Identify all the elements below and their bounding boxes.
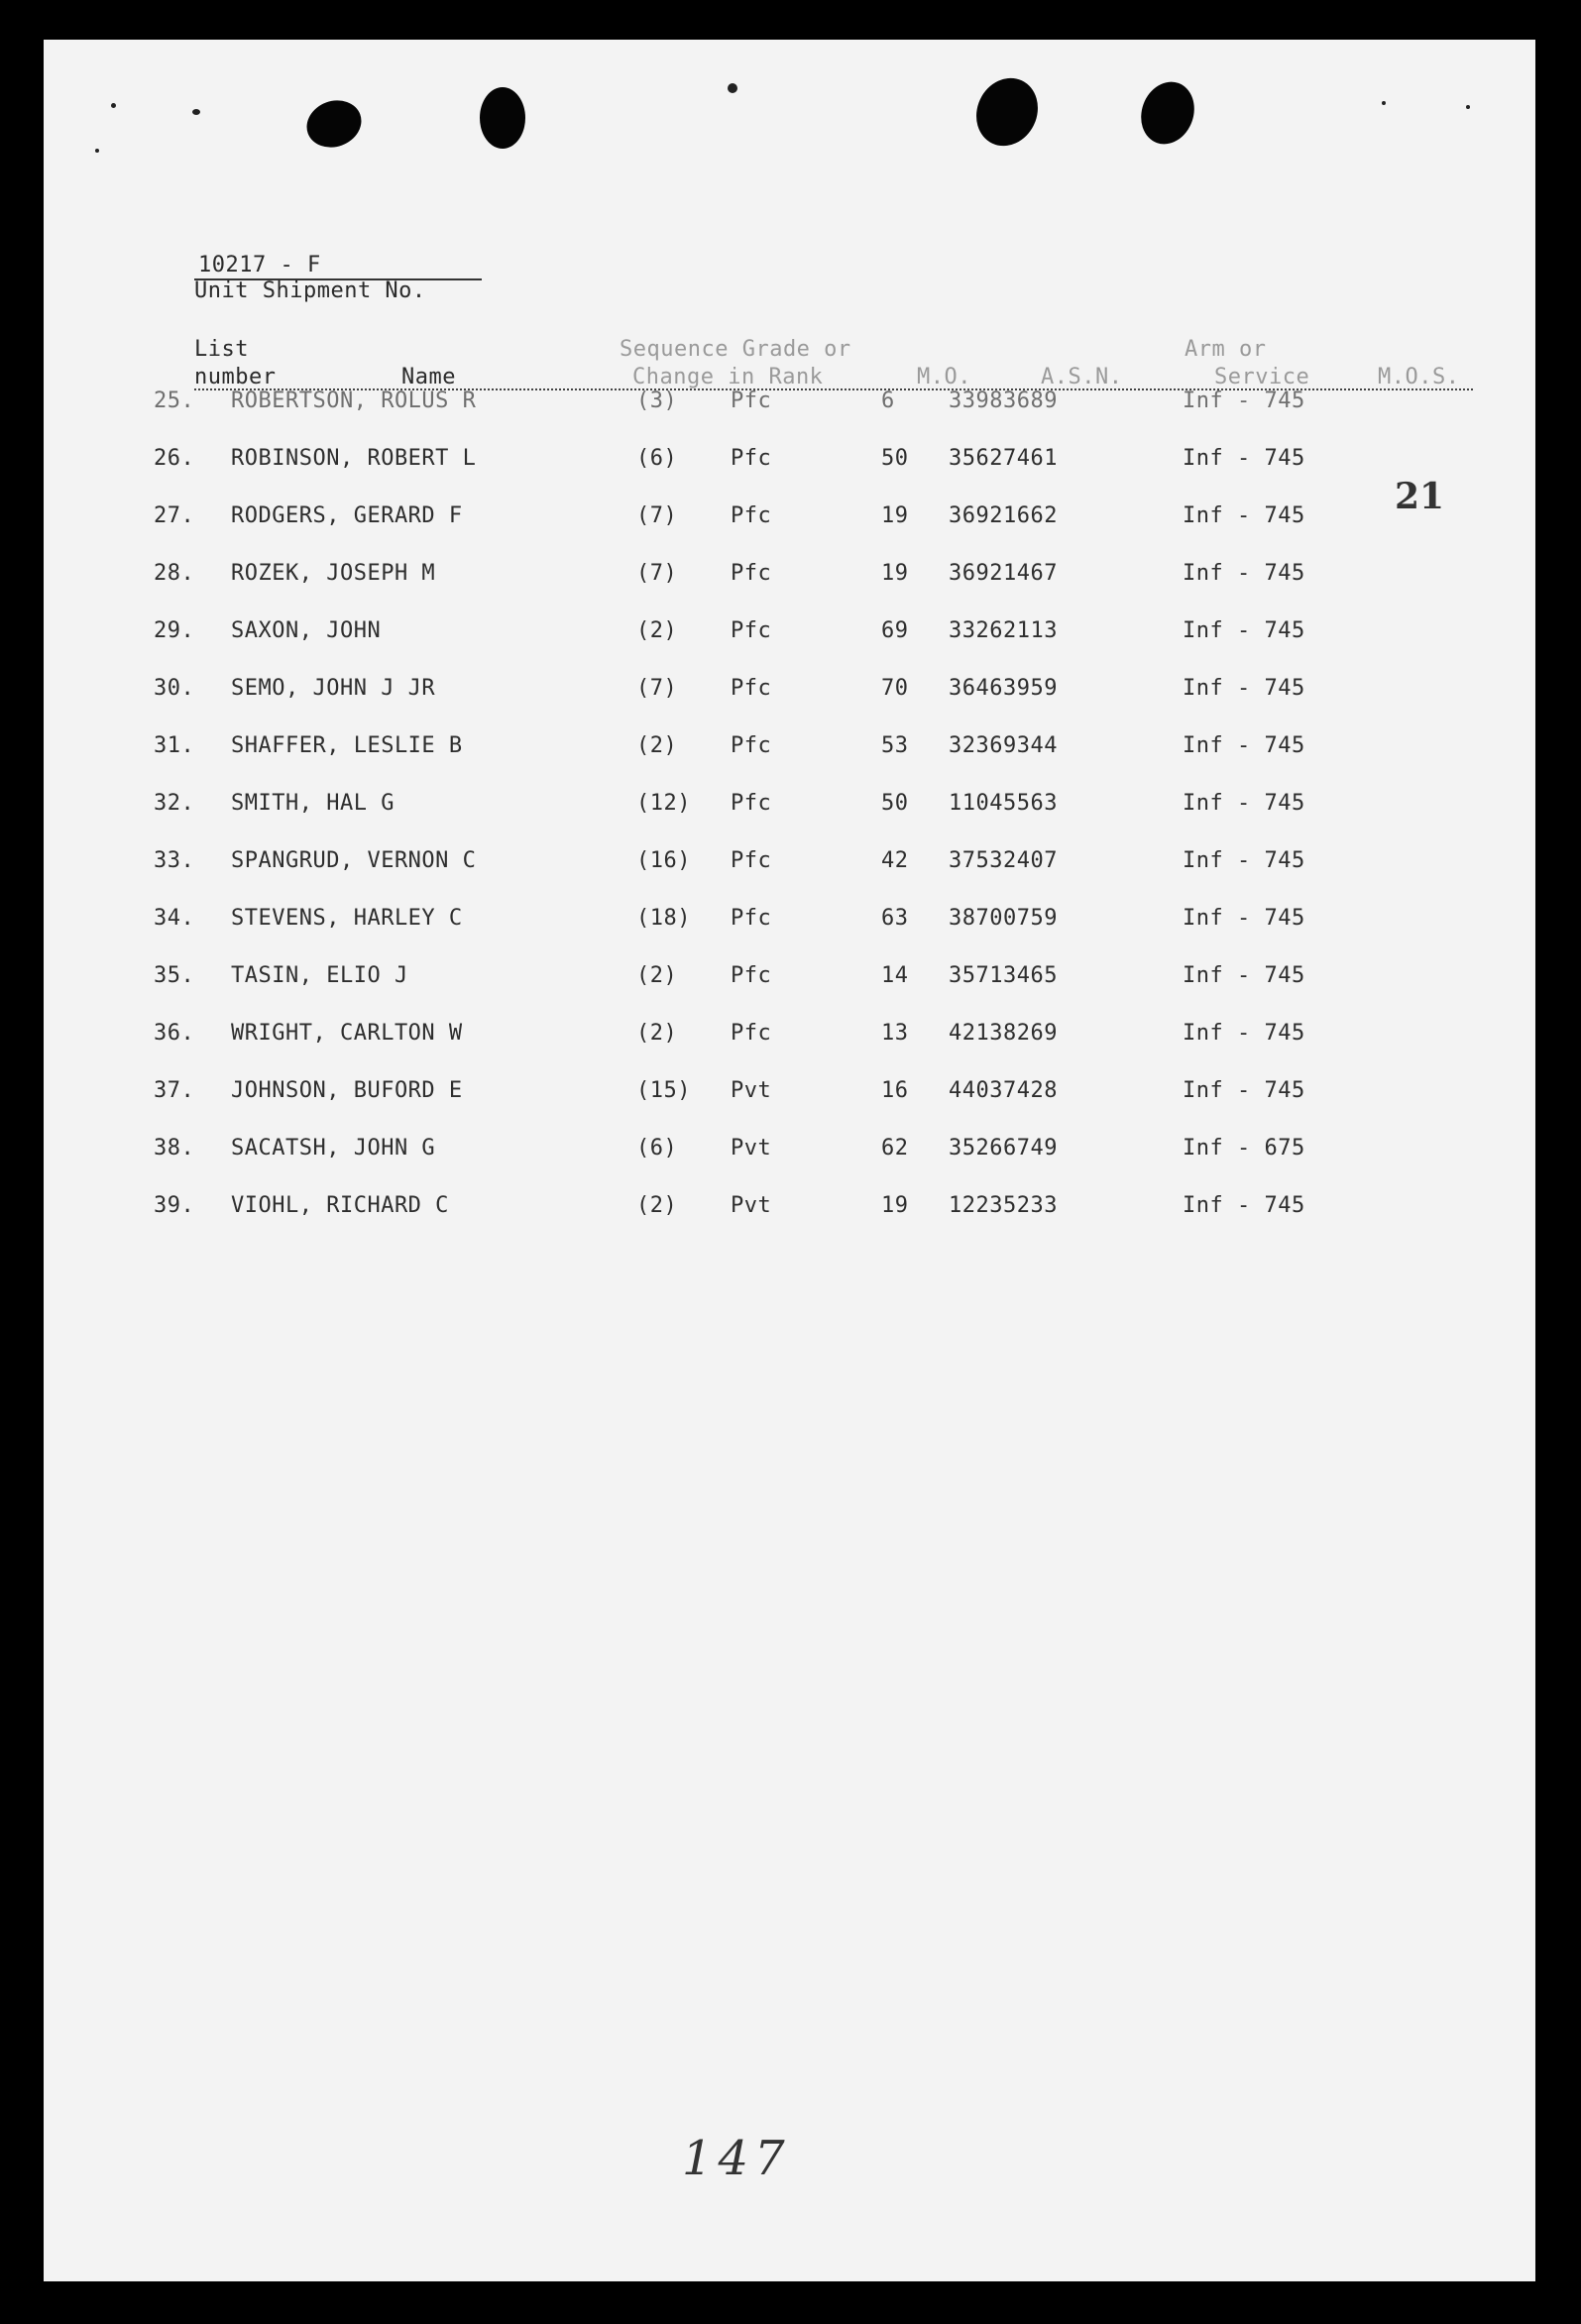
table-row [0, 1021, 1492, 1051]
serial-number: 36921467 [949, 561, 1058, 586]
table-row [0, 963, 1492, 993]
col-list-number-top: List [194, 337, 249, 362]
mo-code: 62 [881, 1136, 909, 1161]
grade: Pfc [731, 618, 772, 643]
table-row [0, 388, 1492, 418]
sequence: (2) [636, 618, 678, 643]
mo-code: 14 [881, 963, 909, 988]
mo-code: 19 [881, 1193, 909, 1218]
grade: Pfc [731, 446, 772, 471]
soldier-name: ROBERTSON, ROLUS R [231, 388, 477, 413]
serial-number: 38700759 [949, 906, 1058, 931]
serial-number: 33262113 [949, 618, 1058, 643]
sequence: (2) [636, 1021, 678, 1046]
soldier-name: STEVENS, HARLEY C [231, 906, 463, 931]
col-arm-bottom: Service [1214, 365, 1310, 389]
mo-code: 42 [881, 848, 909, 873]
soldier-name: SMITH, HAL G [231, 791, 395, 816]
arm-service: Inf - 745 [1183, 388, 1305, 413]
col-asn: A.S.N. [1041, 365, 1123, 389]
mo-code: 50 [881, 791, 909, 816]
soldier-name: SPANGRUD, VERNON C [231, 848, 477, 873]
soldier-name: SACATSH, JOHN G [231, 1136, 436, 1161]
table-row [0, 618, 1492, 648]
sequence: (3) [636, 388, 678, 413]
list-number: 36. [154, 1021, 195, 1046]
punch-hole [965, 68, 1049, 157]
grade: Pvt [731, 1078, 772, 1103]
mo-code: 19 [881, 503, 909, 528]
serial-number: 11045563 [949, 791, 1058, 816]
arm-service: Inf - 745 [1183, 446, 1305, 471]
list-number: 37. [154, 1078, 195, 1103]
shipment-number: 10217 - F [198, 253, 321, 277]
arm-service: Inf - 745 [1183, 618, 1305, 643]
table-row [0, 1193, 1492, 1223]
soldier-name: SAXON, JOHN [231, 618, 382, 643]
sequence: (18) [636, 906, 691, 931]
grade: Pfc [731, 906, 772, 931]
sequence: (16) [636, 848, 691, 873]
soldier-name: SEMO, JOHN J JR [231, 676, 436, 701]
mo-code: 53 [881, 733, 909, 758]
col-ord-top: Sequence Grade or [620, 337, 851, 362]
sequence: (6) [636, 446, 678, 471]
serial-number: 32369344 [949, 733, 1058, 758]
arm-service: Inf - 745 [1183, 1078, 1305, 1103]
serial-number: 12235233 [949, 1193, 1058, 1218]
list-number: 35. [154, 963, 195, 988]
mo-code: 6 [881, 388, 895, 413]
table-row [0, 733, 1492, 763]
sequence: (12) [636, 791, 691, 816]
paper-speck [1466, 105, 1470, 109]
shipment-label: Unit Shipment No. [194, 278, 426, 303]
sequence: (2) [636, 963, 678, 988]
handwritten-page-number: 147 [682, 2131, 791, 2186]
paper-speck [192, 109, 200, 115]
serial-number: 33983689 [949, 388, 1058, 413]
arm-service: Inf - 745 [1183, 503, 1305, 528]
col-list-number-bottom: number [194, 365, 277, 389]
mo-code: 13 [881, 1021, 909, 1046]
punch-hole [480, 87, 525, 149]
table-row [0, 561, 1492, 591]
soldier-name: ROZEK, JOSEPH M [231, 561, 436, 586]
col-arm-top: Arm or [1185, 337, 1267, 362]
serial-number: 35627461 [949, 446, 1058, 471]
list-number: 30. [154, 676, 195, 701]
grade: Pfc [731, 1021, 772, 1046]
serial-number: 35266749 [949, 1136, 1058, 1161]
serial-number: 44037428 [949, 1078, 1058, 1103]
grade: Pfc [731, 388, 772, 413]
serial-number: 36921662 [949, 503, 1058, 528]
col-mo: M.O. [917, 365, 971, 389]
grade: Pfc [731, 963, 772, 988]
list-number: 29. [154, 618, 195, 643]
soldier-name: WRIGHT, CARLTON W [231, 1021, 463, 1046]
grade: Pfc [731, 733, 772, 758]
table-row [0, 848, 1492, 878]
soldier-name: VIOHL, RICHARD C [231, 1193, 449, 1218]
list-number: 39. [154, 1193, 195, 1218]
serial-number: 42138269 [949, 1021, 1058, 1046]
mo-code: 19 [881, 561, 909, 586]
grade: Pfc [731, 848, 772, 873]
paper-speck [95, 149, 99, 153]
sequence: (7) [636, 676, 678, 701]
mo-code: 70 [881, 676, 909, 701]
grade: Pvt [731, 1136, 772, 1161]
table-row [0, 676, 1492, 706]
grade: Pfc [731, 561, 772, 586]
sequence: (7) [636, 561, 678, 586]
table-row [0, 791, 1492, 821]
arm-service: Inf - 745 [1183, 676, 1305, 701]
list-number: 34. [154, 906, 195, 931]
sequence: (15) [636, 1078, 691, 1103]
table-row [0, 1078, 1492, 1108]
paper-speck [728, 83, 737, 93]
punch-hole [300, 93, 368, 155]
table-row [0, 503, 1492, 533]
paper-speck [111, 103, 116, 108]
grade: Pfc [731, 676, 772, 701]
list-number: 26. [154, 446, 195, 471]
soldier-name: RODGERS, GERARD F [231, 503, 463, 528]
sequence: (7) [636, 503, 678, 528]
grade: Pvt [731, 1193, 772, 1218]
arm-service: Inf - 745 [1183, 791, 1305, 816]
grade: Pfc [731, 791, 772, 816]
arm-service: Inf - 675 [1183, 1136, 1305, 1161]
table-row [0, 446, 1492, 476]
list-number: 27. [154, 503, 195, 528]
arm-service: Inf - 745 [1183, 733, 1305, 758]
paper-speck [1382, 101, 1386, 105]
grade: Pfc [731, 503, 772, 528]
arm-service: Inf - 745 [1183, 561, 1305, 586]
mo-code: 63 [881, 906, 909, 931]
list-number: 25. [154, 388, 195, 413]
sequence: (2) [636, 733, 678, 758]
soldier-name: TASIN, ELIO J [231, 963, 408, 988]
list-number: 31. [154, 733, 195, 758]
arm-service: Inf - 745 [1183, 906, 1305, 931]
stamp-number: 21 [1395, 476, 1445, 517]
col-mos-code: M.O.S. [1378, 365, 1460, 389]
col-name: Name [401, 365, 456, 389]
arm-service: Inf - 745 [1183, 963, 1305, 988]
mo-code: 69 [881, 618, 909, 643]
soldier-name: ROBINSON, ROBERT L [231, 446, 477, 471]
mo-code: 16 [881, 1078, 909, 1103]
serial-number: 35713465 [949, 963, 1058, 988]
table-row [0, 1136, 1492, 1165]
punch-hole [1133, 74, 1203, 152]
soldier-name: SHAFFER, LESLIE B [231, 733, 463, 758]
list-number: 28. [154, 561, 195, 586]
table-row [0, 906, 1492, 936]
list-number: 32. [154, 791, 195, 816]
list-number: 33. [154, 848, 195, 873]
serial-number: 37532407 [949, 848, 1058, 873]
sequence: (6) [636, 1136, 678, 1161]
col-ord-bottom: Change in Rank [632, 365, 824, 389]
soldier-name: JOHNSON, BUFORD E [231, 1078, 463, 1103]
serial-number: 36463959 [949, 676, 1058, 701]
arm-service: Inf - 745 [1183, 848, 1305, 873]
list-number: 38. [154, 1136, 195, 1161]
sequence: (2) [636, 1193, 678, 1218]
mo-code: 50 [881, 446, 909, 471]
arm-service: Inf - 745 [1183, 1021, 1305, 1046]
arm-service: Inf - 745 [1183, 1193, 1305, 1218]
